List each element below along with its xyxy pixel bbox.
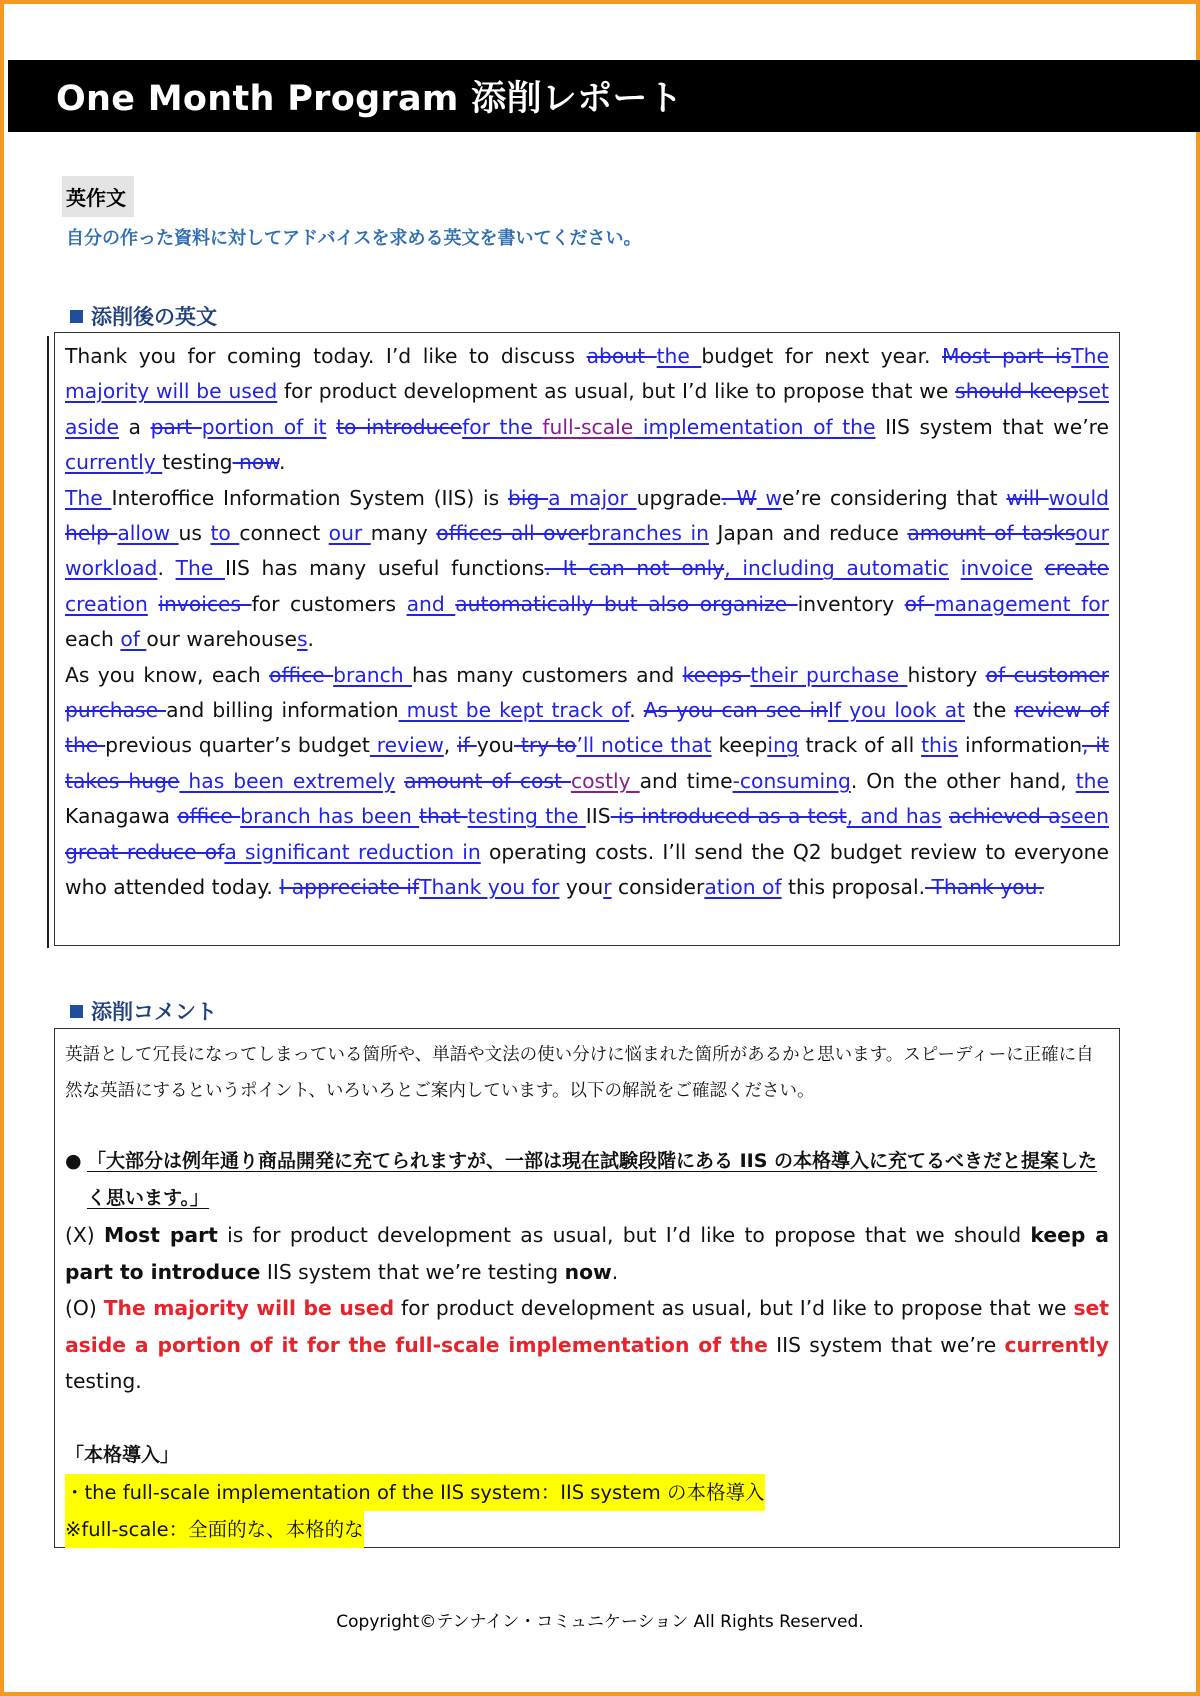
text-run: . — [307, 627, 314, 652]
deleted-text: great reduce of — [65, 839, 225, 864]
text-run: previous quarter’s budget — [105, 733, 370, 758]
text-run: upgrade — [636, 485, 722, 510]
text-run: e’re considering that — [781, 485, 1007, 510]
inserted-text: Thank you for — [419, 875, 560, 900]
inserted-text: If you look at — [827, 698, 965, 723]
comment-intro: 英語として冗長になってしまっている箇所や、単語や文法の使い分けに悩まれた箇所があるかと思います。スピーディーに正確に自然な英語にするというポイント、いろいろとご案内しています。以下の解説をご確認ください。 — [65, 1045, 1094, 1101]
text-run — [326, 415, 336, 439]
inserted-text: , and has — [846, 804, 942, 829]
inserted-text: currently — [65, 450, 163, 475]
deleted-text: . W — [721, 485, 757, 510]
text-run: for product development as usual, but I’d like to propose that we — [394, 1296, 1074, 1320]
deleted-text: create — [1044, 556, 1109, 581]
inserted-text: a major — [548, 485, 637, 510]
text-run — [942, 804, 949, 828]
vocab-note-2: ※full-scale：全面的な、本格的な — [65, 1511, 364, 1548]
text-run: is for product development as usual, but I’d like to propose that we should — [217, 1223, 1031, 1247]
margin-line — [47, 336, 49, 948]
inserted-text: The majority will be used — [65, 344, 1109, 404]
deleted-text: offices all over — [436, 521, 589, 546]
inserted-text: r — [603, 875, 612, 900]
inserted-text: and — [406, 591, 456, 616]
deleted-text: help — [65, 521, 118, 546]
text-run: history — [907, 662, 986, 687]
bullet-dot-icon: ● — [65, 1150, 82, 1172]
deleted-text: is introduced as a test — [610, 804, 847, 829]
deleted-text: will — [1006, 485, 1049, 510]
inserted-text: the — [1075, 768, 1109, 793]
deleted-text: should keep — [955, 379, 1078, 404]
inserted-text: branch has been — [240, 804, 420, 829]
square-bullet-icon — [70, 1005, 83, 1018]
inserted-text: seen — [1060, 804, 1109, 829]
corrected-phrase: set aside a portion of it for the full-scale implementation of the — [65, 1296, 1109, 1357]
deleted-text: I appreciate if — [279, 875, 420, 900]
text-run — [148, 592, 159, 616]
comment-point-text: 「大部分は例年通り商品開発に充てられますが、一部は現在試験段階にある IIS の本格導入に充てるべきだと提案したく思います。」 — [87, 1150, 1098, 1209]
text-run: , — [443, 733, 458, 758]
text-run: you — [559, 875, 604, 900]
text-run: . — [279, 450, 286, 475]
inserted-text: implementation of the — [633, 414, 876, 439]
deleted-text: Most part is — [942, 344, 1072, 368]
deleted-text: of — [904, 591, 935, 616]
text-run: IIS system that we’re — [875, 414, 1110, 439]
vocab-note-1: ・the full-scale implementation of the IIS system：IIS system の本格導入 — [65, 1474, 765, 1511]
inserted-text: for the — [462, 414, 543, 439]
deleted-text: As you can see in — [643, 698, 828, 723]
inserted-text: allow — [117, 521, 179, 546]
comment-heading-text: 添削コメント — [91, 1000, 217, 1024]
inserted-text: full-scale — [542, 414, 634, 439]
text-run: (X) — [65, 1223, 105, 1247]
inserted-text: this — [921, 733, 959, 758]
text-run: and time — [639, 768, 733, 793]
comment-heading — [70, 996, 217, 1026]
text-run: consider — [611, 875, 705, 900]
text-run: testing — [162, 450, 233, 475]
deleted-text: achieved a — [948, 804, 1061, 829]
deleted-text: Thank you. — [925, 875, 1044, 900]
inserted-text: review — [369, 733, 444, 758]
correct-example — [65, 1290, 1109, 1400]
deleted-text: part — [150, 414, 202, 439]
deleted-text: amount of tasks — [907, 521, 1076, 546]
inserted-text: of — [120, 627, 147, 652]
inserted-text: , including automatic — [724, 556, 949, 581]
inserted-text: our — [328, 521, 371, 546]
text-run: . — [157, 556, 176, 581]
text-run — [1033, 556, 1045, 580]
inserted-text: testing the — [467, 804, 586, 829]
deleted-text: big — [507, 485, 549, 510]
text-run: Kanagawa — [65, 804, 178, 829]
deleted-text: automatically but also organize — [455, 591, 798, 616]
text-run — [949, 556, 961, 580]
inserted-text: has been extremely — [179, 768, 396, 793]
text-run: budget for next year. — [701, 344, 943, 368]
inserted-text: invoice — [960, 556, 1033, 581]
inserted-text: set aside — [65, 379, 1109, 439]
inserted-text: our workload — [65, 521, 1109, 581]
corrected-heading — [70, 301, 217, 331]
inserted-text: branches in — [588, 521, 709, 546]
deleted-text: office — [177, 804, 241, 829]
text-run: us — [178, 521, 211, 546]
inserted-text: branch — [333, 662, 413, 687]
assignment-prompt: 自分の作った資料に対してアドバイスを求める英文を書いてください。 — [66, 228, 642, 249]
text-run: Japan and reduce — [708, 521, 908, 546]
text-run: IIS — [585, 804, 611, 829]
keyword-heading: 「本格導入」 — [65, 1443, 180, 1466]
text-run: many — [370, 521, 437, 546]
text-run: information — [958, 733, 1083, 758]
text-run: has many customers and — [412, 662, 683, 687]
corrected-text-box — [54, 332, 1120, 946]
text-run: IIS system that we’re — [767, 1332, 1005, 1357]
corrected-phrase: currently — [1004, 1332, 1109, 1357]
inserted-text: portion of it — [201, 414, 327, 439]
report-title: One Month Program 添削レポート — [8, 60, 1200, 132]
text-run — [395, 769, 404, 793]
inserted-text: The — [175, 556, 226, 581]
corrected-phrase: The majority will be used — [103, 1296, 395, 1320]
inserted-text: a significant reduction in — [224, 839, 481, 864]
comment-point — [65, 1143, 1109, 1217]
text-run: each — [65, 627, 121, 652]
text-run: for customers — [251, 591, 407, 616]
comment-box — [54, 1028, 1120, 1548]
deleted-text: , it takes huge — [65, 733, 1109, 793]
deleted-text: review of the — [65, 698, 1109, 758]
corrected-paragraph-2 — [65, 481, 1109, 658]
inserted-text: to — [210, 521, 240, 546]
text-run: connect — [239, 521, 329, 546]
text-run: keep — [711, 733, 768, 758]
text-run: testing. — [65, 1369, 142, 1393]
corrected-paragraph-3 — [65, 658, 1109, 906]
deleted-text: invoices — [158, 591, 252, 616]
inserted-text: The — [65, 485, 112, 510]
text-run: . — [611, 1259, 619, 1284]
text-run: Interoffice Information System (IIS) is — [111, 485, 508, 510]
inserted-text: management for — [934, 591, 1109, 616]
deleted-text: . It can not only — [544, 556, 725, 581]
deleted-text: if — [457, 733, 477, 758]
emphasized-phrase: now — [564, 1259, 612, 1284]
deleted-text: office — [269, 662, 334, 687]
inserted-text: must be kept track of — [398, 698, 630, 723]
section-label: 英作文 — [62, 176, 134, 217]
deleted-text: to introduce — [336, 414, 463, 439]
text-run: our warehouse — [146, 627, 297, 652]
deleted-text: that — [419, 804, 468, 829]
text-run: (O) — [65, 1296, 104, 1320]
deleted-text: keeps — [682, 662, 751, 687]
inserted-text: creation — [65, 591, 148, 616]
inserted-text: would — [1048, 485, 1109, 510]
text-run: IIS has many useful functions — [225, 556, 545, 581]
text-run: a — [118, 414, 151, 439]
text-run: As you know, each — [65, 662, 270, 687]
text-run: and billing information — [166, 698, 399, 723]
inserted-text: costly — [570, 768, 640, 793]
copyright-footer: Copyright©テンナイン・コミュニケーション All Rights Reserved. — [336, 1612, 864, 1632]
deleted-text: try to — [514, 733, 577, 758]
inserted-text: the — [656, 344, 702, 368]
square-bullet-icon — [70, 310, 83, 323]
emphasized-phrase: Most part — [104, 1223, 218, 1247]
inserted-text: ’ll notice that — [576, 733, 712, 758]
text-run: you — [476, 733, 515, 758]
deleted-text: about — [586, 344, 657, 368]
corrected-heading-text: 添削後の英文 — [91, 305, 217, 329]
text-run: the — [965, 698, 1015, 723]
inserted-text: w — [756, 485, 782, 510]
text-run: this proposal. — [781, 875, 926, 900]
text-run: track of all — [798, 733, 922, 758]
deleted-text: now — [232, 450, 279, 475]
text-run: Thank you for coming today. I’d like to discuss — [65, 344, 587, 368]
text-run: . — [629, 698, 644, 723]
incorrect-example — [65, 1217, 1109, 1290]
text-run: . On the other hand, — [850, 768, 1076, 793]
deleted-text: of customer purchase — [65, 662, 1110, 723]
emphasized-phrase: keep a part to introduce — [65, 1223, 1109, 1284]
text-run: operating costs. I’ll send the Q2 budget review to everyone who attended today. — [65, 839, 1109, 900]
text-run: IIS system that we’re testing — [260, 1259, 565, 1284]
inserted-text: -consuming — [732, 768, 851, 793]
deleted-text: amount of cost — [404, 768, 571, 793]
inserted-text: s — [296, 627, 308, 652]
inserted-text: ing — [767, 733, 799, 758]
text-run: for product development as usual, but I’d like to propose that we — [277, 379, 956, 404]
text-run: inventory — [797, 591, 905, 616]
inserted-text: their purchase — [750, 662, 908, 687]
corrected-paragraph-1 — [65, 339, 1109, 481]
inserted-text: ation of — [704, 875, 782, 900]
